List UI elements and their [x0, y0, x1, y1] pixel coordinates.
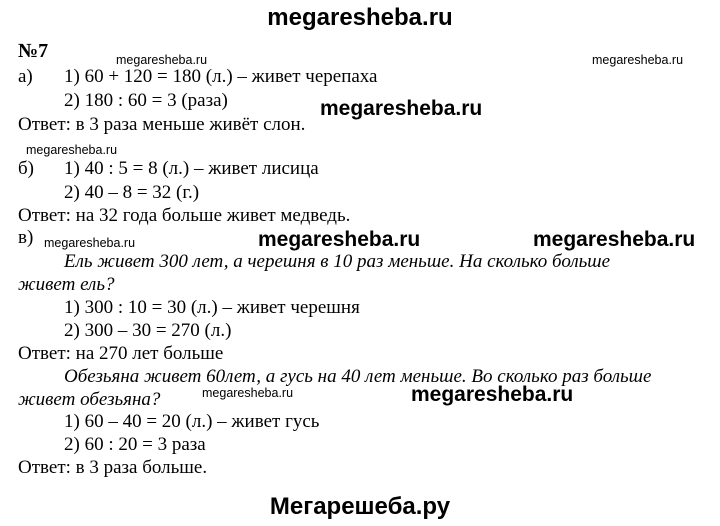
- footer-site-title: Мегарешеба.ру: [269, 493, 451, 520]
- part-v-problem-1-step-1: 1) 300 : 10 = 30 (л.) – живет черешня: [64, 297, 360, 318]
- watermark-large: megaresheba.ru: [320, 97, 483, 120]
- task-number: №7: [18, 40, 49, 62]
- part-a-step-2: 2) 180 : 60 = 3 (раза): [64, 90, 228, 111]
- part-b-marker: б): [18, 158, 34, 179]
- part-v-problem-1-step-2: 2) 300 – 30 = 270 (л.): [64, 320, 232, 341]
- part-a-answer: Ответ: в 3 раза меньше живёт слон.: [18, 114, 306, 135]
- part-v-marker: в): [18, 227, 34, 248]
- watermark-large: megaresheba.ru: [411, 383, 574, 406]
- part-v-problem-2-line-1: Обезьяна живет 60лет, а гусь на 40 лет меньше. Во сколько раз больше: [64, 366, 652, 387]
- part-v-problem-1-line-1: Ель живет 300 лет, а черешня в 10 раз меньше. На сколько больше: [64, 251, 611, 272]
- watermark-small: megaresheba.ru: [592, 53, 684, 67]
- part-b-step-2: 2) 40 – 8 = 32 (г.): [64, 182, 200, 203]
- watermark-small: megaresheba.ru: [202, 386, 294, 400]
- part-v-problem-2-step-1: 1) 60 – 40 = 20 (л.) – живет гусь: [64, 411, 320, 432]
- watermark-small: megaresheba.ru: [26, 143, 118, 157]
- part-v-problem-1-answer: Ответ: на 270 лет больше: [18, 343, 224, 364]
- watermark-small: megaresheba.ru: [116, 53, 208, 67]
- watermark-large: megaresheba.ru: [533, 228, 696, 251]
- part-b-answer: Ответ: на 32 года больше живет медведь.: [18, 205, 351, 226]
- watermark-small: megaresheba.ru: [44, 236, 136, 250]
- part-a-step-1: 1) 60 + 120 = 180 (л.) – живет черепаха: [64, 66, 378, 87]
- part-v-problem-2-answer: Ответ: в 3 раза больше.: [18, 457, 208, 478]
- part-a-marker: а): [18, 66, 33, 87]
- part-v-problem-2-step-2: 2) 60 : 20 = 3 раза: [64, 434, 206, 455]
- part-b-step-1: 1) 40 : 5 = 8 (л.) – живет лисица: [64, 158, 319, 179]
- part-v-problem-1-line-2: живет ель?: [18, 274, 115, 295]
- watermark-large: megaresheba.ru: [258, 228, 421, 251]
- header-site-title: megaresheba.ru: [267, 4, 453, 31]
- part-v-problem-2-line-2: живет обезьяна?: [18, 389, 161, 410]
